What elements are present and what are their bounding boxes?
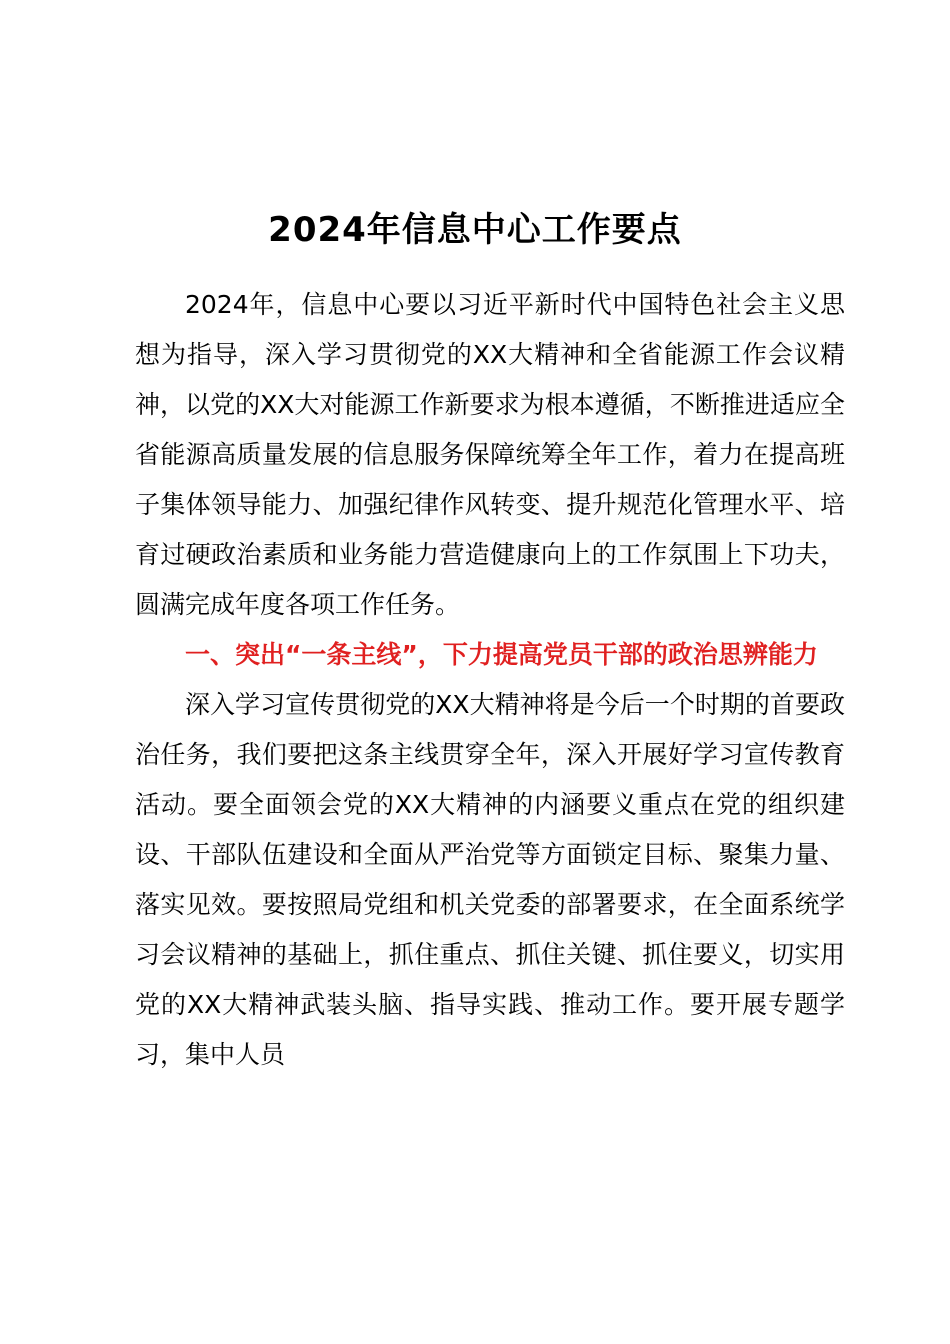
section-1-paragraph: 深入学习宣传贯彻党的XX大精神将是今后一个时期的首要政治任务，我们要把这条主线贯穿全年，深入开展好学习宣传教育活动。要全面领会党的XX大精神的内涵要义重点在党的组织建设、干部队伍建设和全面从严治党等方面锁定目标、聚集力量、落实见效。要按照局党组和机关党委的部署要求，在全面系统学习会议精神的基础上，抓住重点、抓住关键、抓住要义，切实用党的XX大精神武装头脑、指导实践、推动工作。要开展专题学习，集中人员 xyxy=(135,690,845,1069)
intro-paragraph: 2024年，信息中心要以习近平新时代中国特色社会主义思想为指导，深入学习贯彻党的XX大精神和全省能源工作会议精神，以党的XX大对能源工作新要求为根本遵循，不断推进适应全省能源高质量发展的信息服务保障统筹全年工作，着力在提高班子集体领导能力、加强纪律作风转变、提升规范化管理水平、培育过硬政治素质和业务能力营造健康向上的工作氛围上下功夫，圆满完成年度各项工作任务。 xyxy=(135,290,845,619)
document-title: 2024年信息中心工作要点 xyxy=(268,210,682,250)
section-heading-1: 一、突出“一条主线”，下力提高党员干部的政治思辨能力 xyxy=(185,640,818,669)
document-body xyxy=(135,280,845,1080)
